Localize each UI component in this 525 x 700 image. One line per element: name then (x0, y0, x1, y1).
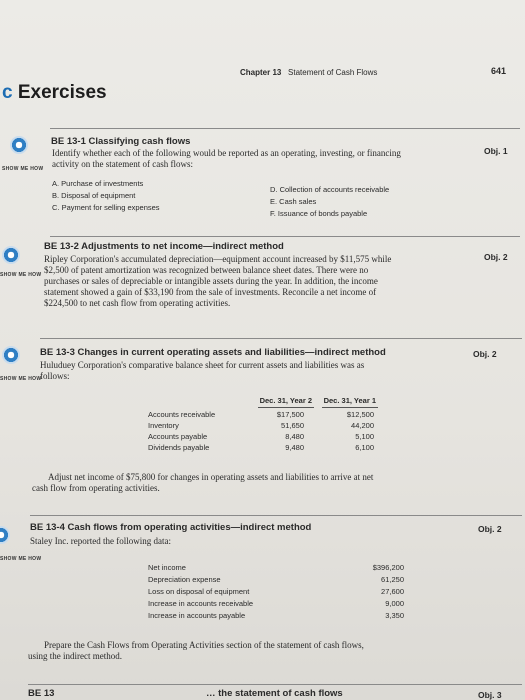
table-row (148, 575, 221, 584)
be13-3-line: Huluduey Corporation's comparative balance sheet for current assets and liabilities was as (40, 360, 365, 370)
divider (28, 684, 522, 685)
option-d: D. Collection of accounts receivable (270, 185, 390, 194)
table-row (148, 410, 215, 419)
cell-year2: 51,650 (281, 421, 304, 430)
be13-3-after-line: cash flow from operating activities. (32, 483, 160, 493)
show-me-how-label[interactable]: SHOW ME HOW (2, 166, 44, 172)
be13-3-title: BE 13-3 Changes in current operating assets and liabilities—indirect method (40, 347, 386, 358)
row-label: Increase in accounts payable (148, 611, 246, 620)
chapter-title: Statement of Cash Flows (288, 68, 378, 77)
be13-1-title: BE 13-1 Classifying cash flows (51, 136, 191, 147)
row-label: Inventory (148, 421, 179, 430)
cell-year2: 9,480 (285, 443, 304, 452)
table-row (148, 432, 207, 441)
be13-2-line: purchases or sales of depreciable or intangible assets during the year. In addition, the income (44, 276, 378, 286)
be13-2-text (44, 254, 522, 309)
be13-3-line: follows: (40, 371, 70, 381)
be13-3-objective: Obj. 2 (473, 349, 497, 359)
option-e: E. Cash sales (270, 197, 317, 206)
be13-4-after-line: Prepare the Cash Flows from Operating Activities section of the statement of cash flows, (44, 640, 364, 650)
row-label: Accounts payable (148, 432, 208, 441)
be13-2-line: $2,500 of patent amortization was recognized between balance sheet dates. There were no (44, 265, 369, 275)
be13-1-line: Identify whether each of the following would be reported as an operating, investing, or financing (52, 148, 401, 158)
divider (50, 236, 520, 237)
be13-1-text (52, 148, 522, 170)
next-exercise-title: … the statement of cash flows (206, 688, 343, 699)
row-label: Depreciation expense (148, 575, 221, 584)
next-exercise-objective: Obj. 3 (478, 690, 502, 700)
running-header (240, 68, 377, 77)
cell-year2: $17,500 (276, 410, 304, 419)
show-me-how-icon[interactable] (2, 346, 20, 364)
be13-4-instructions (28, 640, 522, 662)
be13-2-objective: Obj. 2 (484, 252, 508, 262)
row-label: Dividends payable (148, 443, 210, 452)
be13-4-title: BE 13-4 Cash flows from operating activities—indirect method (30, 522, 312, 533)
be13-2-line: statement showed a gain of $33,190 from the sale of investments. Reconcile a net income of (44, 287, 377, 297)
cell-value: 27,600 (381, 587, 404, 596)
show-me-how-label[interactable]: SHOW ME HOW (0, 556, 42, 562)
section-marker: c (2, 82, 13, 103)
show-me-how-label[interactable]: SHOW ME HOW (0, 376, 42, 382)
option-f: F. Issuance of bonds payable (270, 209, 368, 218)
divider (30, 515, 522, 516)
cell-year1: 5,100 (355, 432, 374, 441)
table-row (148, 563, 186, 572)
table-row (148, 443, 209, 452)
show-me-how-icon[interactable] (10, 136, 28, 154)
row-label: Accounts receivable (148, 410, 216, 419)
table-row (148, 587, 249, 596)
table-row (148, 599, 253, 608)
option-c: C. Payment for selling expenses (52, 203, 160, 212)
be13-3-instructions (32, 472, 522, 494)
next-exercise-label: BE 13 (28, 688, 55, 699)
be13-4-after-line: using the indirect method. (28, 651, 122, 661)
chapter-label: Chapter 13 (240, 68, 282, 77)
be13-4-line: Staley Inc. reported the following data: (30, 536, 171, 546)
be13-3-after-line: Adjust net income of $75,800 for changes in operating assets and liabilities to arrive at net (48, 472, 374, 482)
table-row (148, 421, 179, 430)
cell-year2: 8,480 (285, 432, 304, 441)
show-me-how-icon[interactable] (2, 246, 20, 264)
cell-value: $396,200 (372, 563, 404, 572)
be13-1-options-left (52, 178, 160, 214)
option-b: B. Disposal of equipment (52, 191, 136, 200)
be13-4-text (30, 536, 510, 547)
be13-3-table (148, 396, 408, 466)
cell-value: 9,000 (385, 599, 404, 608)
col-header-year2: Dec. 31, Year 2 (259, 396, 312, 405)
col-underline (322, 407, 378, 408)
cell-year1: 44,200 (351, 421, 374, 430)
divider (50, 128, 520, 129)
row-label: Loss on disposal of equipment (148, 587, 250, 596)
cell-value: 3,350 (385, 611, 404, 620)
be13-1-objective: Obj. 1 (484, 146, 508, 156)
section-title-text: Exercises (17, 82, 107, 103)
be13-1-line: activity on the statement of cash flows: (52, 159, 193, 169)
col-header-year1: Dec. 31, Year 1 (323, 396, 376, 405)
section-title (2, 82, 107, 104)
cell-year1: $12,500 (346, 410, 374, 419)
be13-2-line: Ripley Corporation's accumulated depreciation—equipment account increased by $11,575 while (44, 254, 392, 264)
show-me-how-label[interactable]: SHOW ME HOW (0, 272, 42, 278)
option-a: A. Purchase of investments (52, 179, 144, 188)
be13-3-text (40, 360, 522, 382)
cell-year1: 6,100 (355, 443, 374, 452)
be13-1-options-right (270, 184, 389, 220)
cell-value: 61,250 (381, 575, 404, 584)
table-row (148, 611, 245, 620)
divider (40, 338, 522, 339)
show-me-how-icon[interactable] (0, 526, 10, 544)
row-label: Net income (148, 563, 186, 572)
be13-2-line: $224,500 to net cash flow from operating activities. (44, 298, 231, 308)
be13-2-title: BE 13-2 Adjustments to net income—indirect method (44, 241, 284, 252)
col-underline (258, 407, 314, 408)
row-label: Increase in accounts receivable (148, 599, 254, 608)
be13-4-table (148, 563, 418, 633)
page-number: 641 (491, 66, 507, 76)
be13-4-objective: Obj. 2 (478, 524, 502, 534)
